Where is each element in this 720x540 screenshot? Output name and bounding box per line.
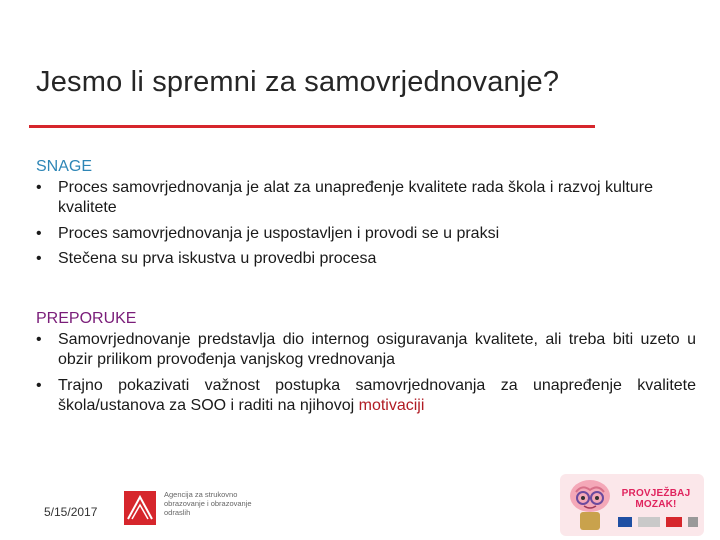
agency-logo-mark [124, 491, 156, 525]
bullet: • [36, 330, 42, 348]
snage-item-2: Proces samovrjednovanja je uspostavljen i provodi se u praksi [58, 224, 500, 242]
funding-logos [618, 516, 698, 528]
bullet: • [36, 224, 42, 242]
list-item [36, 376, 696, 417]
preporuke-item-2: Trajno pokazivati važnost postupka samovrjednovanja za unapređenje kvalitete škola/ustanova za SOO i raditi na njihovoj [58, 376, 696, 414]
preporuke-list [36, 330, 696, 417]
partner-logo [666, 517, 682, 527]
list-item [36, 178, 696, 219]
title-underline [29, 125, 595, 128]
preporuke-heading: PREPORUKE [36, 310, 137, 327]
bullet: • [36, 178, 42, 196]
snage-section [36, 157, 696, 275]
snage-item-3: Stečena su prva iskustva u provedbi procesa [58, 250, 377, 267]
brain-training-badge [560, 474, 704, 536]
badge-text: PROVJEŽBAJ MOZAK! [621, 488, 691, 510]
bullet: • [36, 376, 42, 394]
partner-logo [638, 517, 660, 527]
motivation-highlight: motivaciji [358, 397, 425, 414]
partner-logo [688, 517, 698, 527]
bullet: • [36, 250, 42, 267]
brain-mascot-icon [562, 474, 618, 536]
snage-heading: SNAGE [36, 158, 93, 175]
list-item [36, 224, 696, 245]
eu-flag-icon [618, 517, 632, 527]
preporuke-section [36, 309, 696, 422]
snage-item-1: Proces samovrjednovanja je alat za unapređenje kvalitete rada škola i razvoj kulture kvalitete [58, 178, 653, 216]
snage-list [36, 178, 696, 270]
slide-title: Jesmo li spremni za samovrjednovanje? [36, 66, 560, 98]
agency-logo-icon [124, 491, 156, 525]
slide-date: 5/15/2017 [44, 505, 98, 519]
agency-logo [120, 483, 258, 531]
list-item [36, 330, 696, 371]
list-item [36, 249, 696, 270]
preporuke-item-1: Samovrjednovanje predstavlja dio internog osiguravanja kvalitete, ali treba biti uzeto u obzir prilikom provođenja vanjskog vrednovanja [58, 330, 696, 368]
agency-logo-text: Agencija za strukovno obrazovanje i obrazovanje odraslih [164, 490, 252, 517]
